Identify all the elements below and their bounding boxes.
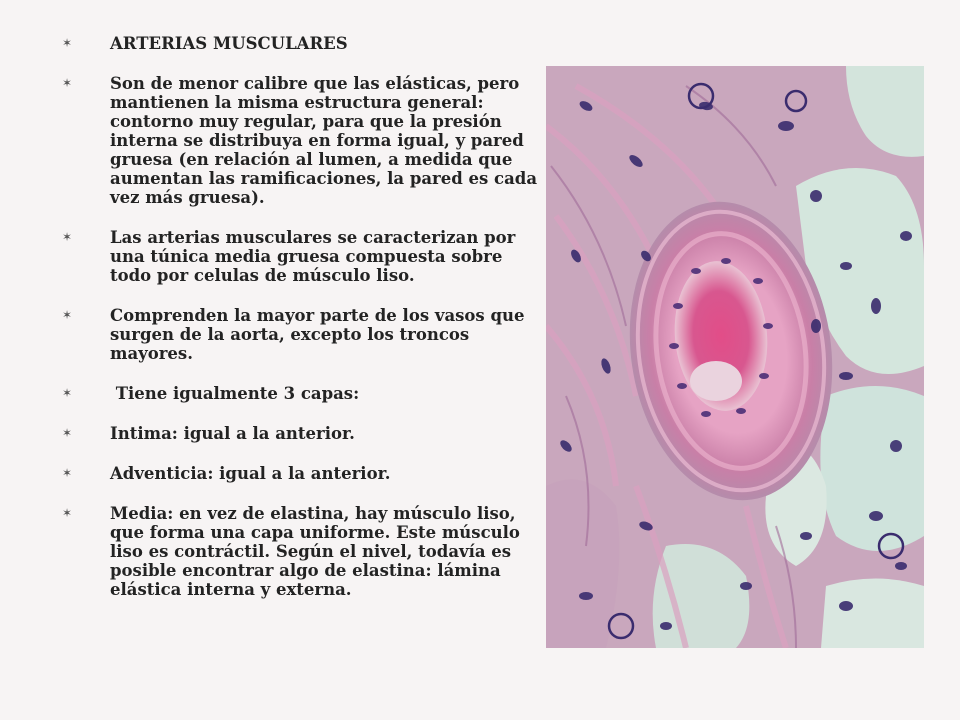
bullet-item (62, 74, 540, 207)
star-bullet-icon: ✶ (62, 230, 73, 244)
bullet-text: Intima: igual a la anterior. (110, 424, 355, 443)
bullet-item (62, 228, 540, 285)
star-bullet-icon: ✶ (62, 386, 73, 400)
bullet-text: Comprenden la mayor parte de los vasos que surgen de la aorta, excepto los troncos mayores. (110, 306, 525, 363)
star-bullet-icon: ✶ (62, 308, 73, 322)
bullet-item (62, 424, 540, 443)
bullet-text: Las arterias musculares se caracterizan por una túnica media gruesa compuesta sobre todo por celulas de músculo liso. (110, 228, 516, 285)
bullet-item (62, 384, 540, 403)
star-bullet-icon: ✶ (62, 76, 73, 90)
bullet-list (62, 34, 540, 599)
star-bullet-icon: ✶ (62, 466, 73, 480)
bullet-title (62, 34, 540, 53)
bullet-text: Adventicia: igual a la anterior. (110, 464, 391, 483)
star-bullet-icon: ✶ (62, 506, 73, 520)
histology-micrograph (546, 66, 924, 648)
star-bullet-icon: ✶ (62, 426, 73, 440)
bullet-text: Media: en vez de elastina, hay músculo liso, que forma una capa uniforme. Este músculo liso es contráctil. Según el nivel, todavía es posible encontrar algo de elastina: lámina elástica interna y externa. (110, 504, 520, 599)
bullet-item (62, 504, 540, 599)
bullet-text: Son de menor calibre que las elásticas, pero mantienen la misma estructura general: contorno muy regular, para que la presión interna se distribuya en forma igual, y pared gruesa (en relación al lumen, a medida que aumentan las ramificaciones, la pared es cada vez más gruesa). (110, 74, 538, 207)
star-bullet-icon: ✶ (62, 36, 73, 50)
bullet-text: Tiene igualmente 3 capas: (110, 384, 360, 403)
bullet-item (62, 464, 540, 483)
bullet-text: ARTERIAS MUSCULARES (110, 34, 348, 53)
bullet-item (62, 306, 540, 363)
